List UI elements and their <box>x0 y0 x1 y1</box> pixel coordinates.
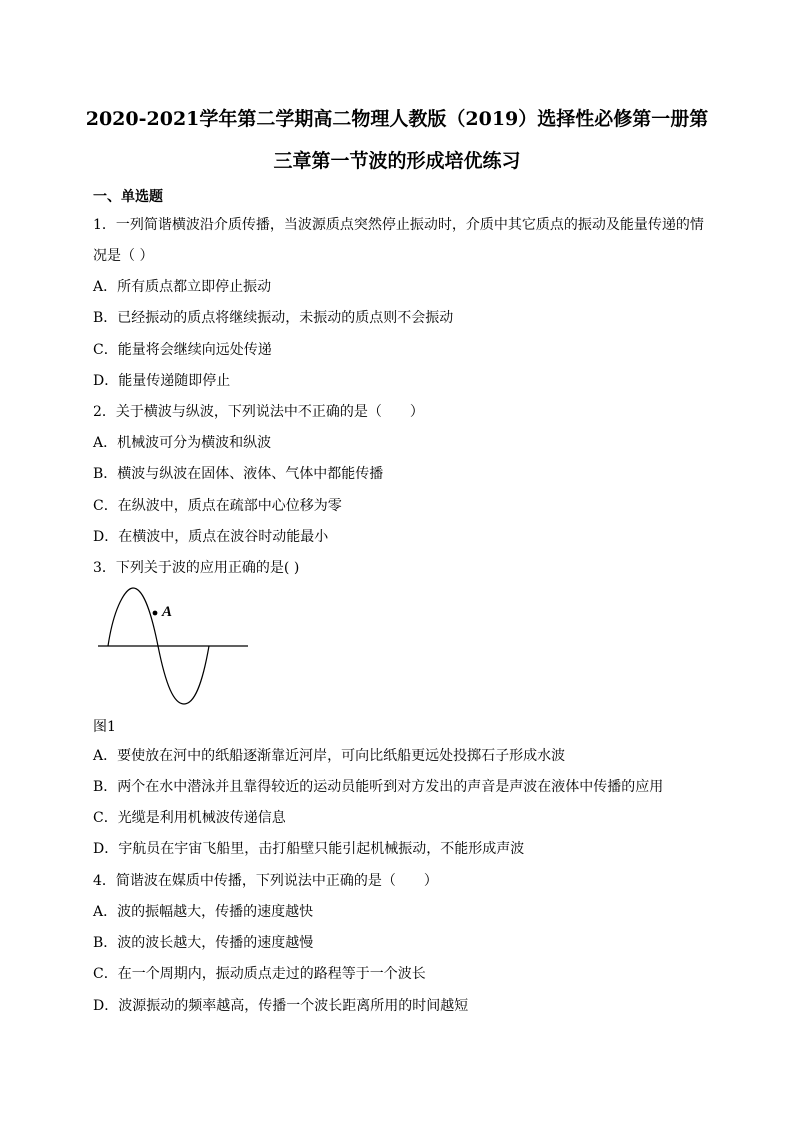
question-1-option-b: B．已经振动的质点将继续振动，未振动的质点则不会振动 <box>93 310 454 326</box>
question-2-option-d: D．在横波中，质点在波谷时动能最小 <box>93 529 329 545</box>
question-4-option-c: C．在一个周期内，振动质点走过的路程等于一个波长 <box>93 966 426 982</box>
document-title-line-1: 2020-2021学年第二学期高二物理人教版（2019）选择性必修第一册第 <box>85 108 709 130</box>
wave-point-a-label: A <box>162 604 173 620</box>
section-heading: 一、单选题 <box>93 189 163 205</box>
question-1-stem-line-1: 1．一列简谐横波沿介质传播，当波源质点突然停止振动时，介质中其它质点的振动及能量传递的情 <box>93 217 704 233</box>
question-3-option-a: A．要使放在河中的纸船逐渐靠近河岸，可向比纸船更远处投掷石子形成水波 <box>93 748 566 764</box>
question-2-option-a: A．机械波可分为横波和纵波 <box>93 435 272 451</box>
question-3-option-d: D．宇航员在宇宙飞船里，击打船壁只能引起机械振动，不能形成声波 <box>93 841 525 857</box>
question-4-stem: 4．简谐波在媒质中传播，下列说法中正确的是（ ） <box>93 873 438 889</box>
question-4-option-a: A．波的振幅越大，传播的速度越快 <box>93 904 314 920</box>
question-2-option-c: C．在纵波中，质点在疏部中心位移为零 <box>93 498 342 514</box>
question-3-option-c: C．光缆是利用机械波传递信息 <box>93 810 286 826</box>
question-4-option-b: B．波的波长越大，传播的速度越慢 <box>93 935 314 951</box>
question-1-option-a: A．所有质点都立即停止振动 <box>93 279 272 295</box>
wave-figure <box>96 586 252 708</box>
figure-caption: 图1 <box>93 719 116 735</box>
question-2-stem: 2．关于横波与纵波，下列说法中不正确的是（ ） <box>93 404 424 420</box>
wave-point-a <box>153 611 158 616</box>
document-title-line-2: 三章第一节波的形成培优练习 <box>273 150 521 172</box>
question-2-option-b: B．横波与纵波在固体、液体、气体中都能传播 <box>93 466 384 482</box>
question-1-option-d: D．能量传递随即停止 <box>93 373 231 389</box>
question-1-stem-line-2: 况是（ ） <box>93 248 154 264</box>
question-3-stem: 3．下列关于波的应用正确的是( ) <box>93 560 300 576</box>
question-4-option-d: D．波源振动的频率越高，传播一个波长距离所用的时间越短 <box>93 998 469 1014</box>
question-1-option-c: C．能量将会继续向远处传递 <box>93 342 272 358</box>
question-3-option-b: B．两个在水中潜泳并且靠得较近的运动员能听到对方发出的声音是声波在液体中传播的应用 <box>93 779 664 795</box>
